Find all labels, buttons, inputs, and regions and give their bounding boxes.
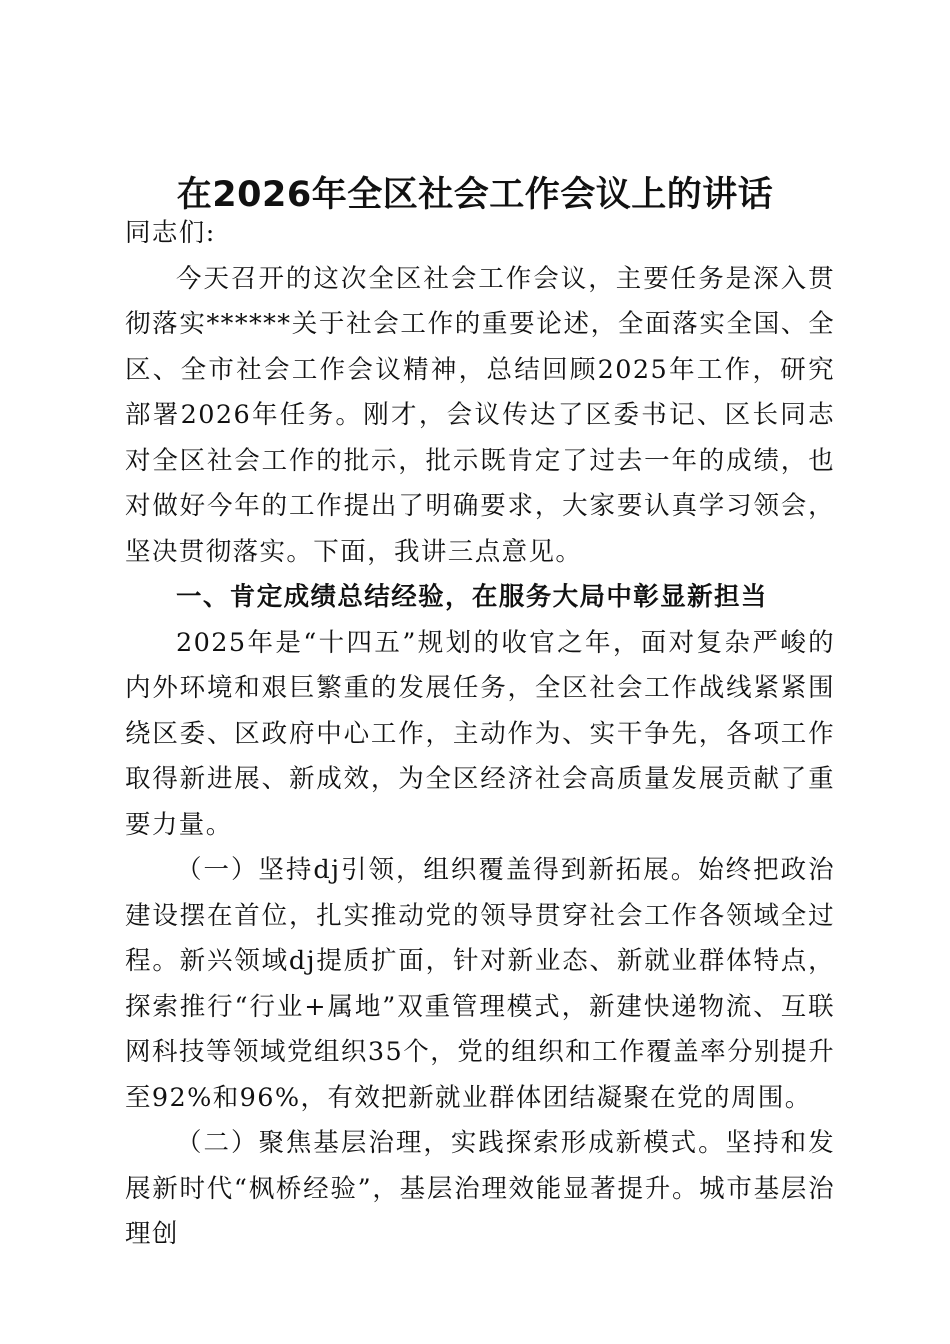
section-heading-1: 一、肯定成绩总结经验，在服务大局中彰显新担当 [176, 582, 768, 612]
paragraph-point-2: （二）聚焦基层治理，实践探索形成新模式。坚持和发展新时代“枫桥经验”，基层治理效能显著提升。城市基层治理创 [125, 1128, 835, 1249]
paragraph-intro: 今天召开的这次全区社会工作会议，主要任务是深入贯彻落实******关于社会工作的重要论述，全面落实全国、全区、全市社会工作会议精神，总结回顾2025年工作，研究部署2026年任务。刚才，会议传达了区委书记、区长同志对全区社会工作的批示，批示既肯定了过去一年的成绩，也对做好今年的工作提出了明确要求，大家要认真学习领会，坚决贯彻落实。下面，我讲三点意见。 [125, 263, 835, 567]
document-body [125, 211, 835, 1258]
salutation: 同志们: [125, 218, 216, 248]
document-title: 在2026年全区社会工作会议上的讲话 [176, 175, 774, 215]
paragraph-point-1: （一）坚持dj引领，组织覆盖得到新拓展。始终把政治建设摆在首位，扎实推动党的领导贯穿社会工作各领域全过程。新兴领域dj提质扩面，针对新业态、新就业群体特点，探索推行“行业+属地”双重管理模式，新建快递物流、互联网科技等领域党组织35个，党的组织和工作覆盖率分别提升至92%和96%，有效把新就业群体团结凝聚在党的周围。 [125, 855, 835, 1113]
paragraph-review: 2025年是“十四五”规划的收官之年，面对复杂严峻的内外环境和艰巨繁重的发展任务，全区社会工作战线紧紧围绕区委、区政府中心工作，主动作为、实干争先，各项工作取得新进展、新成效，为全区经济社会高质量发展贡献了重要力量。 [125, 627, 835, 840]
